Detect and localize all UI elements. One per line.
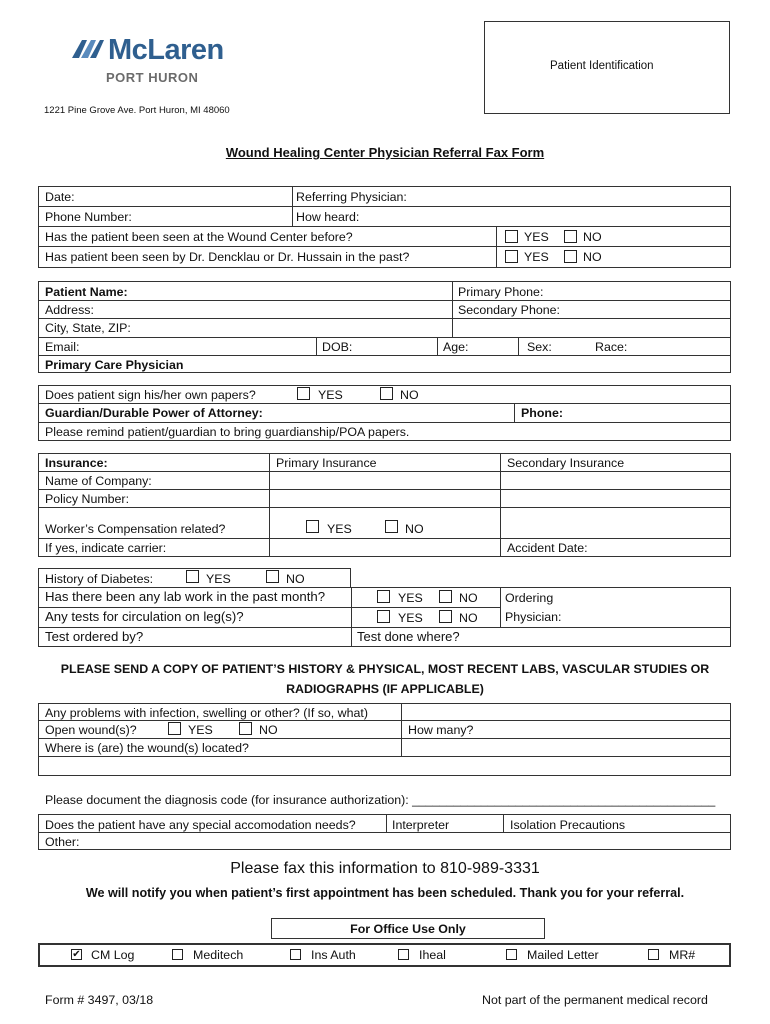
yes-label: YES — [524, 250, 549, 264]
workers-comp-yes-checkbox[interactable] — [306, 520, 319, 533]
lab-work-label: Has there been any lab work in the past month? — [45, 589, 326, 604]
how-many-label: How many? — [408, 723, 474, 737]
yes-label: YES — [206, 572, 231, 586]
infection-label: Any problems with infection, swelling or other? (If so, what) — [45, 706, 368, 720]
notice-line-2: RADIOGRAPHS (IF APPLICABLE) — [286, 682, 484, 696]
diagnosis-line: Please document the diagnosis code (for insurance authorization): ____________________________________________ — [45, 793, 716, 807]
diabetes-label: History of Diabetes: — [45, 572, 154, 586]
wound-location-label: Where is (are) the wound(s) located? — [45, 741, 249, 755]
primary-phone-label: Primary Phone: — [458, 285, 544, 299]
phone-label: Phone Number: — [45, 210, 132, 224]
yes-label: YES — [398, 591, 423, 605]
dob-label: DOB: — [322, 340, 353, 354]
workers-comp-label: Worker’s Compensation related? — [45, 522, 226, 536]
logo — [70, 34, 240, 90]
lab-work-no-checkbox[interactable] — [439, 590, 452, 603]
form-number: Form # 3497, 03/18 — [45, 993, 154, 1007]
diabetes-yes-checkbox[interactable] — [186, 570, 199, 583]
interpreter-label: Interpreter — [392, 818, 450, 832]
mailed-letter-checkbox[interactable] — [506, 949, 517, 960]
email-label: Email: — [45, 340, 80, 354]
accident-date-label: Accident Date: — [507, 541, 588, 555]
no-label: NO — [459, 611, 478, 625]
brand-name: McLaren — [108, 34, 224, 66]
physician-label: Physician: — [505, 610, 562, 624]
no-label: NO — [405, 522, 424, 536]
sign-papers-label: Does patient sign his/her own papers? — [45, 388, 256, 402]
no-label: NO — [459, 591, 478, 605]
insurance-label: Insurance: — [45, 456, 108, 470]
seen-doctors-no-checkbox[interactable] — [564, 250, 577, 263]
ins-auth-label: Ins Auth — [311, 948, 356, 962]
yes-label: YES — [398, 611, 423, 625]
race-label: Race: — [595, 340, 628, 354]
yes-label: YES — [318, 388, 343, 402]
seen-wound-center-no-checkbox[interactable] — [564, 230, 577, 243]
mclaren-logo-icon — [70, 36, 104, 62]
patient-name-label: Patient Name: — [45, 285, 128, 299]
circulation-yes-checkbox[interactable] — [377, 610, 390, 623]
yes-label: YES — [524, 230, 549, 244]
how-heard-label: How heard: — [296, 210, 360, 224]
city-label: City, State, ZIP: — [45, 321, 131, 335]
form-title: Wound Healing Center Physician Referral Fax Form — [225, 145, 545, 160]
fax-line: Please fax this information to 810-989-3331 — [230, 860, 540, 877]
notice-line-1: PLEASE SEND A COPY OF PATIENT’S HISTORY & PHYSICAL, MOST RECENT LABS, VASCULAR STUDIES OR — [60, 662, 710, 676]
cm-log-label: CM Log — [91, 948, 135, 962]
no-label: NO — [259, 723, 278, 737]
poa-label: Guardian/Durable Power of Attorney: — [45, 406, 263, 420]
poa-phone-label: Phone: — [521, 406, 563, 420]
pcp-label: Primary Care Physician — [45, 358, 184, 372]
ins-auth-checkbox[interactable] — [290, 949, 301, 960]
other-label: Other: — [45, 835, 80, 849]
policy-label: Policy Number: — [45, 492, 130, 506]
isolation-label: Isolation Precautions — [510, 818, 626, 832]
iheal-label: Iheal — [419, 948, 446, 962]
mr-number-checkbox[interactable] — [648, 949, 659, 960]
open-wounds-yes-checkbox[interactable] — [168, 722, 181, 735]
primary-insurance-label: Primary Insurance — [276, 456, 377, 470]
sign-papers-no-checkbox[interactable] — [380, 387, 393, 400]
yes-label: YES — [327, 522, 352, 536]
test-where-label: Test done where? — [357, 629, 460, 644]
mailed-letter-label: Mailed Letter — [527, 948, 599, 962]
remind-text: Please remind patient/guardian to bring guardianship/POA papers. — [45, 425, 410, 439]
no-label: NO — [400, 388, 419, 402]
sex-label: Sex: — [527, 340, 552, 354]
no-label: NO — [583, 250, 602, 264]
footer-note: Not part of the permanent medical record — [482, 993, 708, 1007]
open-wounds-no-checkbox[interactable] — [239, 722, 252, 735]
accommodation-label: Does the patient have any special accomodation needs? — [45, 818, 356, 832]
notify-line: We will notify you when patient’s first appointment has been scheduled. Thank you for your referral. — [85, 886, 685, 900]
meditech-label: Meditech — [193, 948, 244, 962]
circulation-label: Any tests for circulation on leg(s)? — [45, 609, 244, 624]
secondary-insurance-label: Secondary Insurance — [507, 456, 625, 470]
carrier-label: If yes, indicate carrier: — [45, 541, 167, 555]
patient-id-label: Patient Identification — [550, 60, 654, 72]
brand-sub: PORT HURON — [106, 70, 199, 85]
secondary-phone-label: Secondary Phone: — [458, 303, 560, 317]
company-label: Name of Company: — [45, 474, 152, 488]
seen-wound-center-yes-checkbox[interactable] — [505, 230, 518, 243]
test-ordered-label: Test ordered by? — [45, 629, 144, 644]
age-label: Age: — [443, 340, 469, 354]
seen-wound-center-label: Has the patient been seen at the Wound Center before? — [45, 230, 353, 244]
lab-work-yes-checkbox[interactable] — [377, 590, 390, 603]
ordering-label: Ordering — [505, 591, 554, 605]
office-use-row — [38, 943, 731, 967]
office-use-title: For Office Use Only — [350, 922, 466, 936]
workers-comp-no-checkbox[interactable] — [385, 520, 398, 533]
diabetes-no-checkbox[interactable] — [266, 570, 279, 583]
date-label: Date: — [45, 190, 75, 204]
open-wounds-label: Open wound(s)? — [45, 723, 137, 737]
seen-doctors-yes-checkbox[interactable] — [505, 250, 518, 263]
address: 1221 Pine Grove Ave. Port Huron, MI 48060 — [44, 105, 230, 116]
seen-doctors-label: Has patient been seen by Dr. Dencklau or Dr. Hussain in the past? — [45, 250, 410, 264]
no-label: NO — [286, 572, 305, 586]
sign-papers-yes-checkbox[interactable] — [297, 387, 310, 400]
referring-physician-label: Referring Physician: — [296, 190, 407, 204]
cm-log-checkbox[interactable]: ✔ — [72, 949, 81, 960]
yes-label: YES — [188, 723, 213, 737]
circulation-no-checkbox[interactable] — [439, 610, 452, 623]
address-label: Address: — [45, 303, 94, 317]
no-label: NO — [583, 230, 602, 244]
mr-number-label: MR# — [669, 948, 696, 962]
meditech-checkbox[interactable] — [172, 949, 183, 960]
iheal-checkbox[interactable] — [398, 949, 409, 960]
